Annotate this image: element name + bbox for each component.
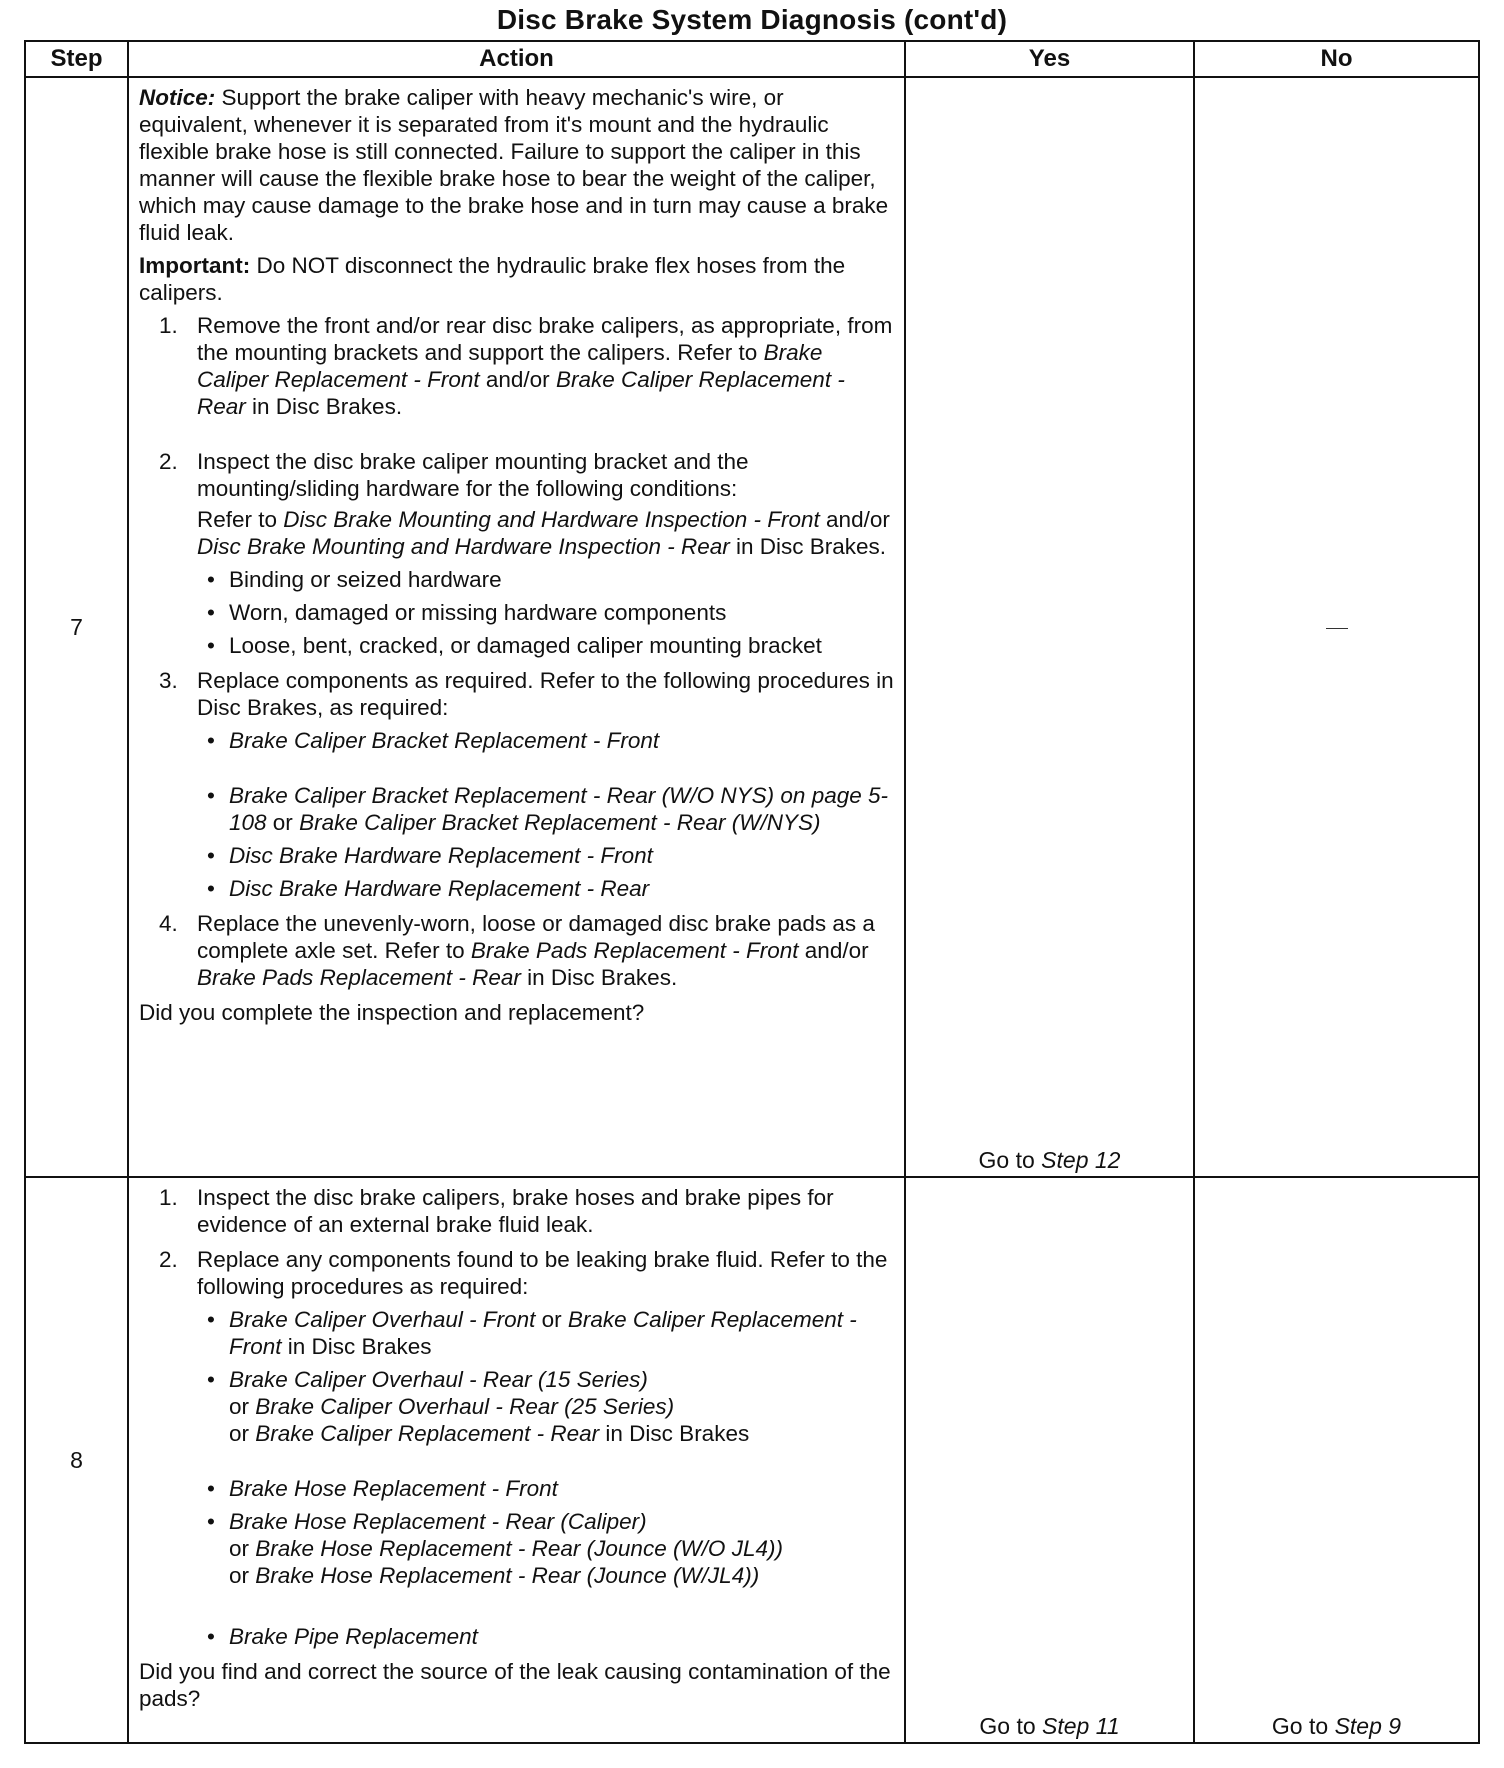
list-text: Replace components as required. Refer to the following procedures in Disc Brakes, as required: (197, 668, 894, 720)
procedure-reference: Disc Brake Mounting and Hardware Inspection - Front (283, 507, 820, 532)
bullet-item (197, 1306, 894, 1360)
list-item (139, 1184, 894, 1238)
question-text: Did you complete the inspection and replacement? (139, 1000, 645, 1025)
bullet-item (197, 1623, 894, 1650)
empty-dash (1326, 628, 1348, 629)
list-text: or (229, 1421, 256, 1446)
bullet-item (197, 875, 894, 902)
procedure-reference: Brake Caliper Bracket Replacement - Rear (W/NYS) (299, 810, 821, 835)
important-label: Important: (139, 253, 251, 278)
list-text: or (535, 1307, 568, 1332)
procedure-reference: Brake Hose Replacement - Front (229, 1476, 558, 1501)
list-text: in Disc Brakes (281, 1334, 432, 1359)
list-item (139, 910, 894, 991)
bullet-item (197, 1508, 894, 1589)
list-text: or (266, 810, 300, 835)
procedure-reference: Brake Pads Replacement - Front (470, 938, 799, 963)
list-text: Refer to (197, 507, 284, 532)
important-paragraph (139, 252, 894, 306)
list-text: and/or (479, 367, 556, 392)
bullet-item (197, 727, 894, 754)
list-text: in Disc Brakes. (245, 394, 403, 419)
diagnosis-table (24, 40, 1480, 1744)
table-row-step-7 (25, 77, 1479, 1177)
list-text: Remove the front and/or rear disc brake calipers, as appropriate, from the mounting brackets and support the calipers. Refer to (197, 313, 893, 365)
procedure-reference: Brake Pads Replacement - Rear (197, 965, 521, 990)
list-text: and/or (819, 507, 890, 532)
list-text: Replace the unevenly-worn, loose or damaged disc brake pads as a complete axle set. Refer to (197, 911, 875, 963)
bullet-item (197, 1475, 894, 1502)
notice-paragraph (139, 84, 894, 246)
column-header-step: Step (25, 41, 128, 77)
procedure-reference: Brake Caliper Bracket Replacement - Rear (W/O NYS) on page 5-108 (229, 783, 889, 835)
procedure-reference: Brake Pipe Replacement (229, 1624, 478, 1649)
list-item (139, 1246, 894, 1650)
procedure-reference: Brake Hose Replacement - Rear (Caliper) (229, 1509, 647, 1534)
notice-label: Notice: (139, 85, 216, 110)
list-text: in Disc Brakes. (729, 534, 887, 559)
list-text: in Disc Brakes (599, 1421, 750, 1446)
bullet-item: • Worn, damaged or missing hardware components (197, 599, 894, 626)
column-header-no: No (1194, 41, 1479, 77)
procedure-reference: Disc Brake Hardware Replacement - Rear (229, 876, 650, 901)
list-text: in Disc Brakes. (520, 965, 678, 990)
procedure-reference: Brake Hose Replacement - Rear (Jounce (W/O JL4)) (255, 1536, 783, 1561)
procedure-reference: Brake Caliper Overhaul - Rear (25 Series) (255, 1394, 675, 1419)
procedure-reference: Brake Hose Replacement - Rear (Jounce (W/JL4)) (255, 1563, 760, 1588)
list-number: 2. (159, 1247, 178, 1272)
question-text: Did you find and correct the source of the leak causing contamination of the pads? (139, 1659, 891, 1711)
no-prefix: Go to (1271, 1713, 1335, 1739)
list-text: and/or (798, 938, 869, 963)
list-item (139, 667, 894, 902)
list-text: Replace any components found to be leaking brake fluid. Refer to the following procedures as required: (197, 1247, 888, 1299)
procedure-reference: Disc Brake Mounting and Hardware Inspection - Rear (197, 534, 730, 559)
yes-cell (905, 77, 1194, 1177)
procedure-reference: Brake Caliper Replacement - Rear (197, 367, 845, 419)
list-number: 3. (159, 668, 178, 693)
procedure-reference: Brake Caliper Replacement - Front (229, 1307, 857, 1359)
column-header-yes: Yes (905, 41, 1194, 77)
bullet-item: • Binding or seized hardware (197, 566, 894, 593)
page-title: Disc Brake System Diagnosis (cont'd) (496, 4, 1008, 35)
list-text: or (229, 1536, 256, 1561)
action-cell (128, 1177, 905, 1743)
table-row-step-8 (25, 1177, 1479, 1743)
list-text: Inspect the disc brake caliper mounting bracket and the mounting/sliding hardware for the following conditions: (197, 449, 749, 501)
no-cell (1194, 1177, 1479, 1743)
table-header-row (25, 41, 1479, 77)
list-item (139, 312, 894, 420)
procedure-reference: Brake Caliper Overhaul - Front (229, 1307, 536, 1332)
list-number: 2. (159, 449, 178, 474)
step-number: 8 (25, 1177, 128, 1743)
action-cell (128, 77, 905, 1177)
bullet-item (197, 1366, 894, 1447)
procedure-reference: Brake Caliper Replacement - Front (197, 340, 823, 392)
list-number: 1. (159, 1185, 178, 1210)
important-text: Do NOT disconnect the hydraulic brake flex hoses from the calipers. (139, 253, 846, 305)
list-number: 4. (159, 911, 178, 936)
bullet-item (197, 842, 894, 869)
bullet-item: • Loose, bent, cracked, or damaged caliper mounting bracket (197, 632, 894, 659)
list-number: 1. (159, 313, 178, 338)
list-text: Inspect the disc brake calipers, brake hoses and brake pipes for evidence of an external brake fluid leak. (197, 1185, 834, 1237)
procedure-reference: Brake Caliper Replacement - Rear (255, 1421, 600, 1446)
list-text: or (229, 1563, 256, 1588)
yes-prefix: Go to (979, 1713, 1043, 1739)
procedure-reference: Brake Caliper Bracket Replacement - Front (229, 728, 660, 753)
bullet-item (197, 782, 894, 836)
yes-cell (905, 1177, 1194, 1743)
yes-step-link[interactable]: Step 12 (1041, 1147, 1121, 1173)
yes-step-link[interactable]: Step 11 (1042, 1713, 1120, 1739)
procedure-reference: Disc Brake Hardware Replacement - Front (229, 843, 653, 868)
list-text: or (229, 1394, 256, 1419)
notice-text: Support the brake caliper with heavy mechanic's wire, or equivalent, whenever it is separated from it's mount and the hydraulic flexible brake hose is still connected. Failure to support the caliper in this manner will cause the flexible brake hose to bear the weight of the caliper, which may cause damage to the brake hose and in turn may cause a brake fluid leak. (139, 85, 889, 245)
no-cell (1194, 77, 1479, 1177)
step-number: 7 (25, 77, 128, 1177)
yes-prefix: Go to (978, 1147, 1042, 1173)
refer-note (197, 506, 894, 560)
column-header-action: Action (128, 41, 905, 77)
procedure-reference: Brake Caliper Overhaul - Rear (15 Series) (229, 1367, 648, 1392)
list-item (139, 448, 894, 659)
no-step-link[interactable]: Step 9 (1334, 1713, 1402, 1739)
